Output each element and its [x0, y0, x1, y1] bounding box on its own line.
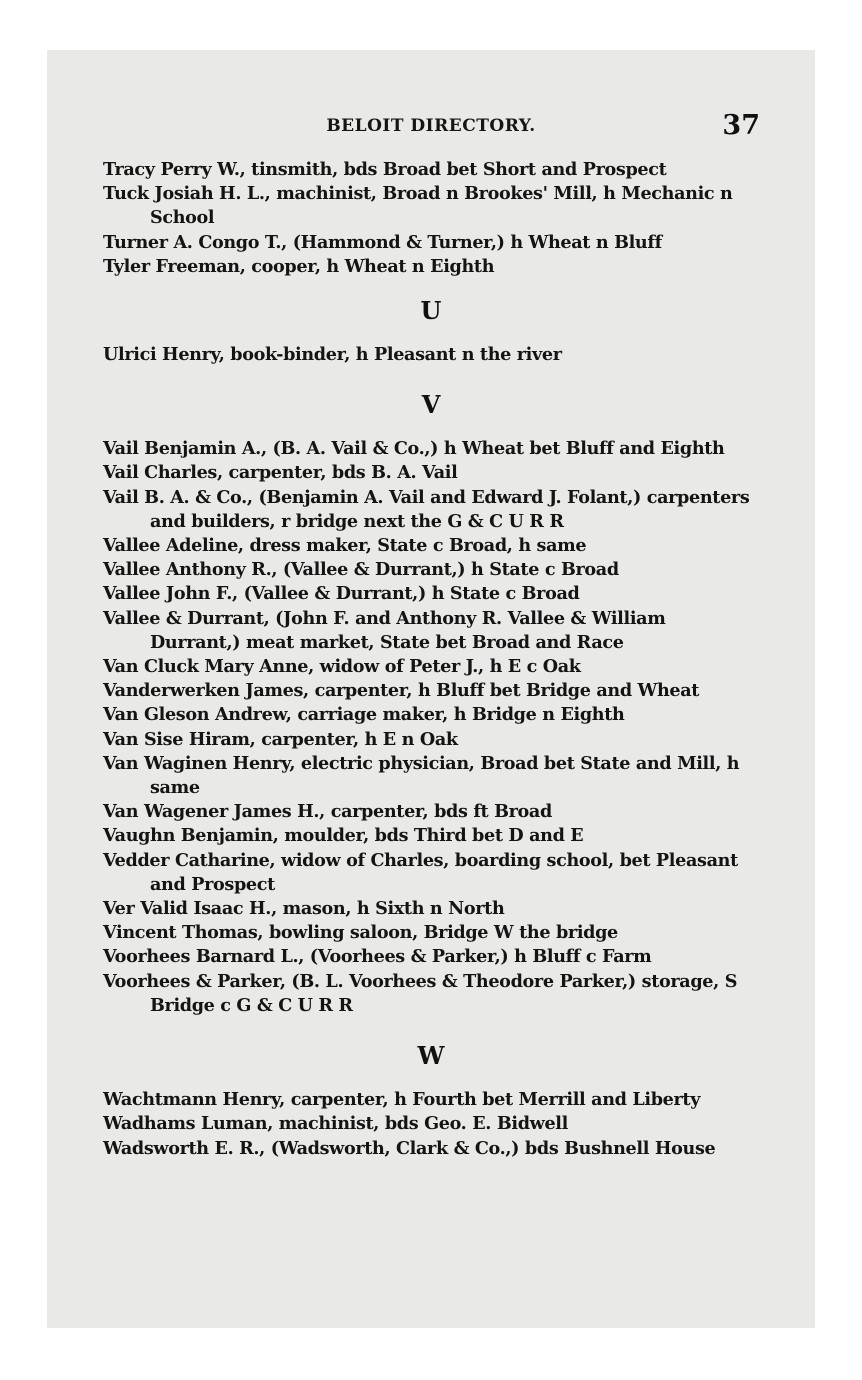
- directory-entry: Ulrici Henry, book-binder, h Pleasant n the river: [103, 344, 562, 366]
- directory-entry: Van Wagener James H., carpenter, bds ft Broad: [103, 801, 552, 823]
- directory-entry: Vallee Anthony R., (Vallee & Durrant,) h State c Broad: [103, 559, 619, 581]
- section-heading-w: W: [417, 1041, 445, 1071]
- directory-entry: Van Cluck Mary Anne, widow of Peter J., h E c Oak: [103, 656, 581, 678]
- section-w: [103, 1088, 759, 1161]
- section-t: [103, 158, 759, 279]
- directory-entry: Van Sise Hiram, carpenter, h E n Oak: [103, 728, 458, 750]
- directory-entry: Vail Charles, carpenter, bds B. A. Vail: [103, 462, 458, 484]
- directory-entry: Vallee Adeline, dress maker, State c Broad, h same: [103, 535, 587, 557]
- directory-entry: Wadsworth E. R., (Wadsworth, Clark & Co.,) bds Bushnell House: [103, 1137, 716, 1159]
- directory-entry: Ver Valid Isaac H., mason, h Sixth n North: [103, 898, 505, 920]
- directory-entry: Van Gleson Andrew, carriage maker, h Bridge n Eighth: [103, 704, 625, 726]
- directory-entry: Tuck Josiah H. L., machinist, Broad n Brookes' Mill, h Mechanic n School: [103, 183, 733, 229]
- directory-entry: Wadhams Luman, machinist, bds Geo. E. Bidwell: [103, 1113, 568, 1135]
- running-title: BELOIT DIRECTORY.: [326, 116, 536, 136]
- directory-entry: Voorhees Barnard L., (Voorhees & Parker,) h Bluff c Farm: [103, 946, 652, 968]
- directory-listing: [103, 158, 759, 1161]
- section-heading-v: V: [421, 390, 441, 420]
- directory-entry: Vincent Thomas, bowling saloon, Bridge W the bridge: [103, 922, 618, 944]
- directory-entry: Vedder Catharine, widow of Charles, boarding school, bet Pleasant and Prospect: [103, 849, 738, 895]
- directory-entry: Turner A. Congo T., (Hammond & Turner,) h Wheat n Bluff: [103, 231, 662, 253]
- directory-entry: Vallee John F., (Vallee & Durrant,) h State c Broad: [103, 583, 580, 605]
- section-v: [103, 437, 759, 1018]
- directory-entry: Vail B. A. & Co., (Benjamin A. Vail and Edward J. Folant,) carpenters and builders, r bridge next the G & C U R R: [103, 486, 750, 532]
- section-heading-u: U: [420, 296, 442, 326]
- directory-entry: Wachtmann Henry, carpenter, h Fourth bet Merrill and Liberty: [103, 1089, 701, 1111]
- directory-entry: Tracy Perry W., tinsmith, bds Broad bet Short and Prospect: [103, 159, 667, 180]
- page-header: [47, 110, 815, 144]
- directory-page: [47, 50, 815, 1328]
- directory-entry: Vaughn Benjamin, moulder, bds Third bet D and E: [103, 825, 584, 847]
- directory-entry: Tyler Freeman, cooper, h Wheat n Eighth: [103, 255, 495, 277]
- directory-entry: Vanderwerken James, carpenter, h Bluff bet Bridge and Wheat: [103, 680, 700, 702]
- directory-entry: Vallee & Durrant, (John F. and Anthony R. Vallee & William Durrant,) meat market, State bet Broad and Race: [103, 607, 666, 653]
- section-u: [103, 343, 759, 367]
- directory-entry: Van Waginen Henry, electric physician, Broad bet State and Mill, h same: [103, 752, 740, 799]
- directory-entry: Vail Benjamin A., (B. A. Vail & Co.,) h Wheat bet Bluff and Eighth: [103, 438, 725, 460]
- page-number: 37: [722, 110, 760, 141]
- directory-entry: Voorhees & Parker, (B. L. Voorhees & Theodore Parker,) storage, S Bridge c G & C U R R: [103, 970, 738, 1016]
